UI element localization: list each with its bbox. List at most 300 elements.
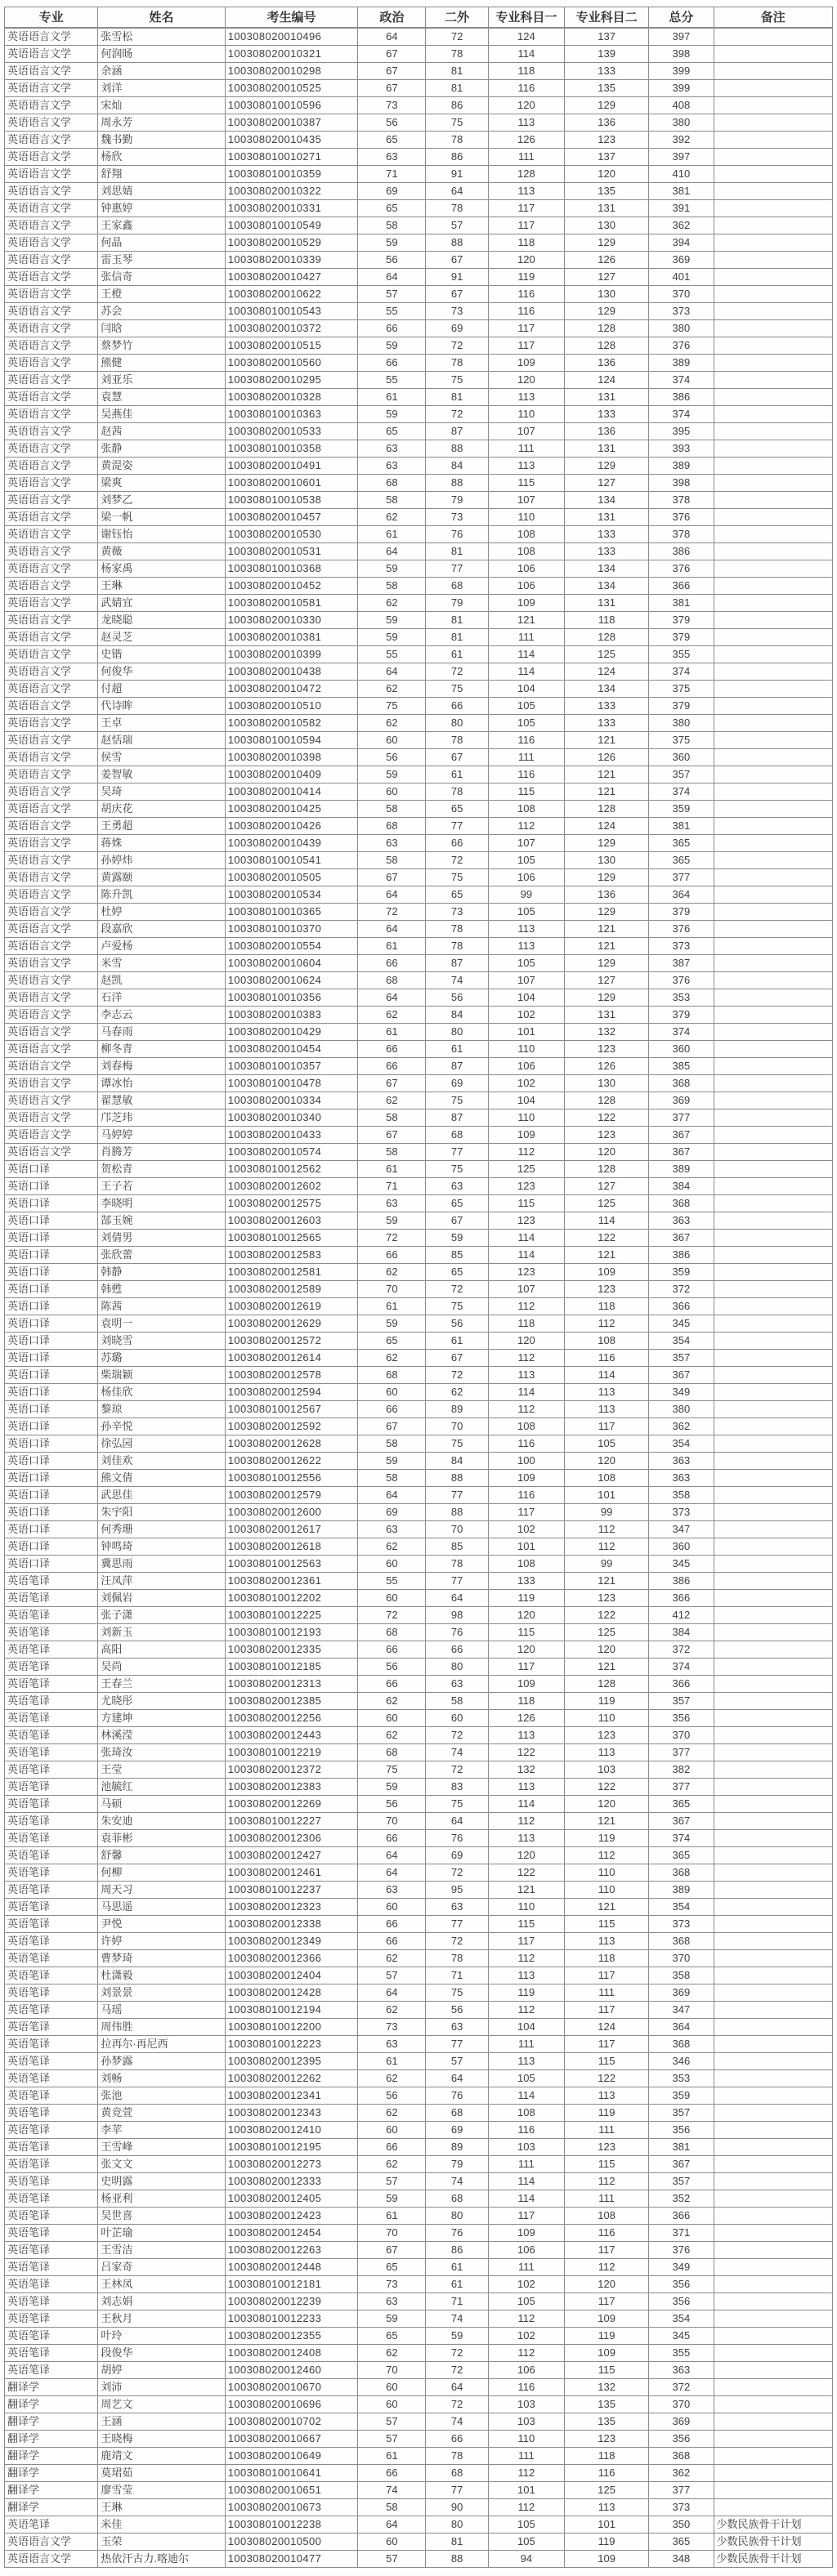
cell-remark [714,337,833,354]
cell-major: 英语语言文学 [5,680,98,697]
cell-total-score: 352 [649,2190,714,2207]
cell-major: 英语语言文学 [5,542,98,560]
cell-total-score: 391 [649,199,714,217]
cell-total-score: 365 [649,2533,714,2550]
cell-major: 英语语言文学 [5,1092,98,1109]
cell-politics-score: 63 [358,2293,426,2310]
cell-major-subject-2-score: 130 [564,851,648,868]
cell-major: 英语口译 [5,1538,98,1555]
table-row [5,285,833,302]
cell-name: 熊健 [98,354,225,371]
cell-major-subject-2-score: 122 [564,2069,648,2087]
cell-second-foreign-language-score: 57 [426,2052,488,2069]
cell-politics-score: 69 [358,1503,426,1520]
cell-total-score: 354 [649,2310,714,2327]
cell-major-subject-2-score: 126 [564,1057,648,1074]
cell-remark [714,886,833,903]
table-row [5,2087,833,2104]
table-row [5,2310,833,2327]
cell-total-score: 364 [649,2018,714,2035]
cell-name: 郜玉婉 [98,1212,225,1229]
cell-candidate-id: 100308020012461 [225,1864,357,1881]
cell-major-subject-1-score: 113 [488,457,564,474]
cell-major-subject-2-score: 133 [564,62,648,79]
column-header-remark: 备注 [714,7,833,28]
cell-major-subject-2-score: 136 [564,422,648,440]
cell-total-score: 358 [649,1967,714,1984]
cell-major-subject-1-score: 115 [488,1915,564,1932]
cell-candidate-id: 100308010010641 [225,2464,357,2481]
cell-major: 英语语言文学 [5,903,98,920]
cell-remark [714,2395,833,2413]
table-row [5,217,833,234]
cell-major-subject-2-score: 109 [564,1263,648,1280]
cell-remark [714,1846,833,1864]
cell-total-score: 370 [649,285,714,302]
cell-second-foreign-language-score: 65 [426,1263,488,1280]
cell-total-score: 381 [649,817,714,834]
table-row [5,114,833,131]
cell-candidate-id: 100308010010368 [225,560,357,577]
cell-politics-score: 62 [358,2155,426,2172]
cell-second-foreign-language-score: 78 [426,354,488,371]
cell-major-subject-2-score: 121 [564,731,648,748]
cell-major-subject-2-score: 113 [564,2087,648,2104]
cell-name: 柳冬青 [98,1040,225,1057]
cell-major-subject-2-score: 133 [564,714,648,731]
cell-politics-score: 62 [358,680,426,697]
cell-candidate-id: 100308020012263 [225,2241,357,2258]
cell-candidate-id: 100308010010359 [225,165,357,182]
cell-major: 英语笔译 [5,1829,98,1846]
cell-major-subject-1-score: 116 [488,2378,564,2395]
cell-total-score: 372 [649,1280,714,1297]
cell-name: 史明露 [98,2172,225,2190]
table-row [5,2516,833,2533]
table-row [5,1864,833,1881]
cell-remark [714,1126,833,1143]
cell-major-subject-1-score: 108 [488,1417,564,1435]
cell-candidate-id: 100308020010525 [225,79,357,96]
cell-major-subject-2-score: 112 [564,1520,648,1538]
cell-major: 英语口译 [5,1332,98,1349]
cell-second-foreign-language-score: 74 [426,2310,488,2327]
cell-remark [714,611,833,628]
cell-remark [714,525,833,542]
cell-second-foreign-language-score: 78 [426,1949,488,1967]
cell-major-subject-1-score: 112 [488,2464,564,2481]
cell-major-subject-1-score: 118 [488,62,564,79]
cell-name: 蒋姝 [98,834,225,851]
cell-major-subject-1-score: 114 [488,1795,564,1812]
cell-major-subject-2-score: 133 [564,405,648,422]
table-row [5,2258,833,2275]
cell-major-subject-2-score: 112 [564,1538,648,1555]
cell-remark [714,1520,833,1538]
cell-major: 翻译学 [5,2395,98,2413]
cell-candidate-id: 100308020012583 [225,1246,357,1263]
cell-name: 张文文 [98,2155,225,2172]
cell-candidate-id: 100308020012338 [225,1915,357,1932]
cell-total-score: 375 [649,680,714,697]
cell-politics-score: 67 [358,868,426,886]
cell-major-subject-2-score: 135 [564,182,648,199]
cell-major-subject-1-score: 113 [488,1366,564,1383]
cell-major-subject-1-score: 112 [488,817,564,834]
cell-remark [714,937,833,954]
table-row [5,1606,833,1623]
cell-remark [714,1143,833,1160]
cell-politics-score: 60 [358,731,426,748]
cell-name: 刘春梅 [98,1057,225,1074]
cell-major-subject-2-score: 125 [564,2481,648,2498]
cell-remark [714,1400,833,1417]
cell-name: 刘倩男 [98,1229,225,1246]
cell-major-subject-2-score: 105 [564,1435,648,1452]
cell-politics-score: 62 [358,1692,426,1709]
cell-total-score: 389 [649,457,714,474]
cell-second-foreign-language-score: 79 [426,594,488,611]
cell-second-foreign-language-score: 78 [426,920,488,937]
cell-candidate-id: 100308020010387 [225,114,357,131]
cell-second-foreign-language-score: 78 [426,731,488,748]
table-row [5,851,833,868]
cell-remark [714,508,833,525]
cell-total-score: 357 [649,2104,714,2121]
cell-candidate-id: 100308020010622 [225,285,357,302]
cell-major-subject-1-score: 107 [488,422,564,440]
cell-second-foreign-language-score: 57 [426,217,488,234]
cell-politics-score: 57 [358,2430,426,2447]
cell-name: 钟惠婷 [98,199,225,217]
cell-major-subject-2-score: 124 [564,663,648,680]
cell-major-subject-2-score: 136 [564,354,648,371]
cell-politics-score: 64 [358,268,426,285]
cell-politics-score: 66 [358,1400,426,1417]
cell-total-score: 377 [649,1778,714,1795]
cell-major-subject-1-score: 105 [488,2069,564,2087]
cell-politics-score: 58 [358,800,426,817]
cell-major: 英语笔译 [5,2104,98,2121]
cell-major: 翻译学 [5,2481,98,2498]
cell-second-foreign-language-score: 75 [426,1160,488,1177]
cell-name: 黄竞萱 [98,2104,225,2121]
table-row [5,1675,833,1692]
cell-major: 英语语言文学 [5,714,98,731]
cell-major-subject-2-score: 130 [564,1074,648,1092]
cell-major-subject-2-score: 108 [564,1332,648,1349]
cell-second-foreign-language-score: 68 [426,1126,488,1143]
cell-candidate-id: 100308020010435 [225,131,357,148]
cell-name: 刘晓雪 [98,1332,225,1349]
cell-second-foreign-language-score: 66 [426,834,488,851]
cell-name: 闫晗 [98,319,225,337]
cell-second-foreign-language-score: 91 [426,165,488,182]
cell-second-foreign-language-score: 86 [426,2241,488,2258]
table-row [5,1366,833,1383]
cell-major-subject-2-score: 131 [564,594,648,611]
cell-total-score: 373 [649,1915,714,1932]
table-row [5,1417,833,1435]
cell-second-foreign-language-score: 87 [426,1057,488,1074]
cell-candidate-id: 100308010012563 [225,1555,357,1572]
table-row [5,62,833,79]
cell-name: 曹梦琦 [98,1949,225,1967]
cell-politics-score: 65 [358,131,426,148]
cell-candidate-id: 100308020012428 [225,1984,357,2001]
cell-candidate-id: 100308020010505 [225,868,357,886]
column-header-major-subject-1: 专业科目一 [488,7,564,28]
column-header-major: 专业 [5,7,98,28]
table-row [5,1967,833,1984]
cell-second-foreign-language-score: 72 [426,1726,488,1743]
cell-candidate-id: 100308010012202 [225,1589,357,1606]
table-row [5,508,833,525]
cell-candidate-id: 100308020010427 [225,268,357,285]
cell-candidate-id: 100308020010560 [225,354,357,371]
cell-politics-score: 56 [358,251,426,268]
cell-total-score: 385 [649,1057,714,1074]
cell-second-foreign-language-score: 67 [426,251,488,268]
cell-politics-score: 63 [358,1520,426,1538]
cell-major: 英语笔译 [5,1915,98,1932]
cell-major-subject-2-score: 121 [564,937,648,954]
table-row [5,731,833,748]
cell-total-score: 379 [649,611,714,628]
cell-major: 英语语言文学 [5,1057,98,1074]
cell-remark [714,2155,833,2172]
cell-second-foreign-language-score: 77 [426,1486,488,1503]
cell-major-subject-1-score: 116 [488,1486,564,1503]
cell-remark [714,1761,833,1778]
cell-candidate-id: 100308010010549 [225,217,357,234]
cell-name: 何秀珊 [98,1520,225,1538]
cell-major-subject-1-score: 108 [488,800,564,817]
cell-candidate-id: 100308020010457 [225,508,357,525]
cell-remark [714,2258,833,2275]
cell-candidate-id: 100308020012269 [225,1795,357,1812]
cell-major-subject-1-score: 116 [488,2121,564,2138]
cell-remark [714,851,833,868]
cell-politics-score: 67 [358,1417,426,1435]
cell-remark [714,1658,833,1675]
cell-major-subject-1-score: 115 [488,783,564,800]
cell-major-subject-1-score: 120 [488,1332,564,1349]
cell-remark [714,1109,833,1126]
table-row [5,251,833,268]
cell-major-subject-2-score: 128 [564,1160,648,1177]
cell-politics-score: 59 [358,234,426,251]
cell-major-subject-2-score: 109 [564,2344,648,2361]
cell-second-foreign-language-score: 71 [426,2293,488,2310]
cell-major-subject-1-score: 108 [488,2104,564,2121]
cell-major: 英语语言文学 [5,697,98,714]
cell-politics-score: 64 [358,920,426,937]
cell-total-score: 397 [649,148,714,165]
cell-total-score: 373 [649,302,714,319]
cell-major: 英语笔译 [5,1623,98,1641]
cell-total-score: 386 [649,388,714,405]
cell-remark [714,1332,833,1349]
cell-remark [714,766,833,783]
cell-major: 英语语言文学 [5,817,98,834]
cell-major: 英语语言文学 [5,2550,98,2567]
table-row [5,1435,833,1452]
cell-name: 王琳 [98,2498,225,2516]
cell-total-score: 379 [649,628,714,645]
cell-major: 英语笔译 [5,2344,98,2361]
cell-major-subject-1-score: 116 [488,285,564,302]
cell-major-subject-2-score: 129 [564,834,648,851]
cell-candidate-id: 100308010012200 [225,2018,357,2035]
cell-candidate-id: 100308020012366 [225,1949,357,1967]
cell-politics-score: 60 [358,2121,426,2138]
cell-total-score: 399 [649,62,714,79]
column-header-candidate-id: 考生编号 [225,7,357,28]
cell-second-foreign-language-score: 56 [426,1315,488,1332]
cell-major-subject-1-score: 112 [488,1400,564,1417]
cell-total-score: 364 [649,886,714,903]
cell-total-score: 394 [649,234,714,251]
cell-major-subject-1-score: 113 [488,182,564,199]
cell-name: 李志云 [98,1006,225,1023]
cell-total-score: 401 [649,268,714,285]
cell-major-subject-2-score: 123 [564,2430,648,2447]
cell-total-score: 366 [649,1589,714,1606]
cell-major-subject-2-score: 135 [564,2413,648,2430]
cell-name: 王秋月 [98,2310,225,2327]
cell-candidate-id: 100308020012405 [225,2190,357,2207]
cell-name: 朱宇阳 [98,1503,225,1520]
cell-remark [714,1555,833,1572]
cell-candidate-id: 100308020012589 [225,1280,357,1297]
cell-remark [714,62,833,79]
table-row [5,1795,833,1812]
table-row [5,1898,833,1915]
cell-politics-score: 71 [358,165,426,182]
cell-major-subject-2-score: 119 [564,1829,648,1846]
cell-major-subject-2-score: 121 [564,1246,648,1263]
table-row [5,96,833,114]
cell-name: 冀思雨 [98,1555,225,1572]
cell-major: 英语语言文学 [5,285,98,302]
cell-name: 韩静 [98,1263,225,1280]
cell-candidate-id: 100308020012578 [225,1366,357,1383]
cell-name: 武思佳 [98,1486,225,1503]
cell-politics-score: 66 [358,1246,426,1263]
table-row [5,920,833,937]
cell-name: 张欣蕾 [98,1246,225,1263]
cell-major: 英语语言文学 [5,1074,98,1092]
cell-major-subject-1-score: 109 [488,1126,564,1143]
cell-name: 段俊华 [98,2344,225,2361]
table-row [5,1932,833,1949]
cell-candidate-id: 100308020010399 [225,645,357,663]
cell-major-subject-1-score: 112 [488,2498,564,2516]
table-row [5,1400,833,1417]
cell-candidate-id: 100308020010340 [225,1109,357,1126]
cell-major-subject-2-score: 131 [564,508,648,525]
cell-total-score: 347 [649,2001,714,2018]
cell-second-foreign-language-score: 91 [426,268,488,285]
cell-name: 袁慧 [98,388,225,405]
cell-major: 翻译学 [5,2378,98,2395]
cell-candidate-id: 100308020012395 [225,2052,357,2069]
cell-candidate-id: 100308020010500 [225,2533,357,2550]
cell-major-subject-2-score: 123 [564,2138,648,2155]
cell-major-subject-1-score: 114 [488,2190,564,2207]
cell-name: 杜婷 [98,903,225,920]
table-row [5,457,833,474]
cell-name: 胡庆花 [98,800,225,817]
table-row [5,954,833,971]
cell-major-subject-2-score: 108 [564,2207,648,2224]
cell-total-score: 389 [649,1160,714,1177]
table-row [5,2001,833,2018]
cell-major: 英语语言文学 [5,783,98,800]
cell-major-subject-2-score: 120 [564,2275,648,2293]
cell-remark [714,474,833,491]
table-row [5,474,833,491]
cell-politics-score: 66 [358,954,426,971]
cell-major-subject-2-score: 117 [564,2035,648,2052]
cell-major: 英语语言文学 [5,337,98,354]
table-row [5,45,833,62]
cell-major: 英语笔译 [5,2190,98,2207]
cell-second-foreign-language-score: 79 [426,2155,488,2172]
cell-major-subject-1-score: 105 [488,714,564,731]
cell-second-foreign-language-score: 61 [426,645,488,663]
cell-total-score: 378 [649,491,714,508]
cell-remark [714,834,833,851]
cell-politics-score: 66 [358,1932,426,1949]
cell-major: 英语笔译 [5,1949,98,1967]
table-row [5,2190,833,2207]
cell-second-foreign-language-score: 74 [426,1743,488,1761]
cell-name: 张静 [98,440,225,457]
cell-politics-score: 64 [358,28,426,46]
cell-politics-score: 60 [358,1555,426,1572]
cell-name: 吴尚 [98,1658,225,1675]
cell-politics-score: 62 [358,1006,426,1023]
cell-second-foreign-language-score: 86 [426,148,488,165]
cell-major-subject-1-score: 119 [488,1589,564,1606]
cell-major: 英语语言文学 [5,440,98,457]
cell-name: 王雪洁 [98,2241,225,2258]
cell-name: 谭冰怡 [98,1074,225,1092]
table-row [5,2052,833,2069]
table-row [5,28,833,46]
cell-major-subject-1-score: 122 [488,1864,564,1881]
cell-major: 英语口译 [5,1349,98,1366]
cell-major-subject-1-score: 105 [488,903,564,920]
cell-candidate-id: 100308020010372 [225,319,357,337]
cell-major-subject-2-score: 126 [564,748,648,766]
cell-major-subject-1-score: 117 [488,199,564,217]
cell-remark [714,560,833,577]
table-row [5,1555,833,1572]
cell-remark [714,2498,833,2516]
cell-major: 英语笔译 [5,1898,98,1915]
cell-remark [714,165,833,182]
cell-second-foreign-language-score: 73 [426,302,488,319]
cell-candidate-id: 100308020012306 [225,1829,357,1846]
cell-remark [714,1692,833,1709]
cell-second-foreign-language-score: 77 [426,1915,488,1932]
cell-major-subject-2-score: 116 [564,2464,648,2481]
cell-candidate-id: 100308020010604 [225,954,357,971]
cell-major-subject-1-score: 104 [488,1092,564,1109]
